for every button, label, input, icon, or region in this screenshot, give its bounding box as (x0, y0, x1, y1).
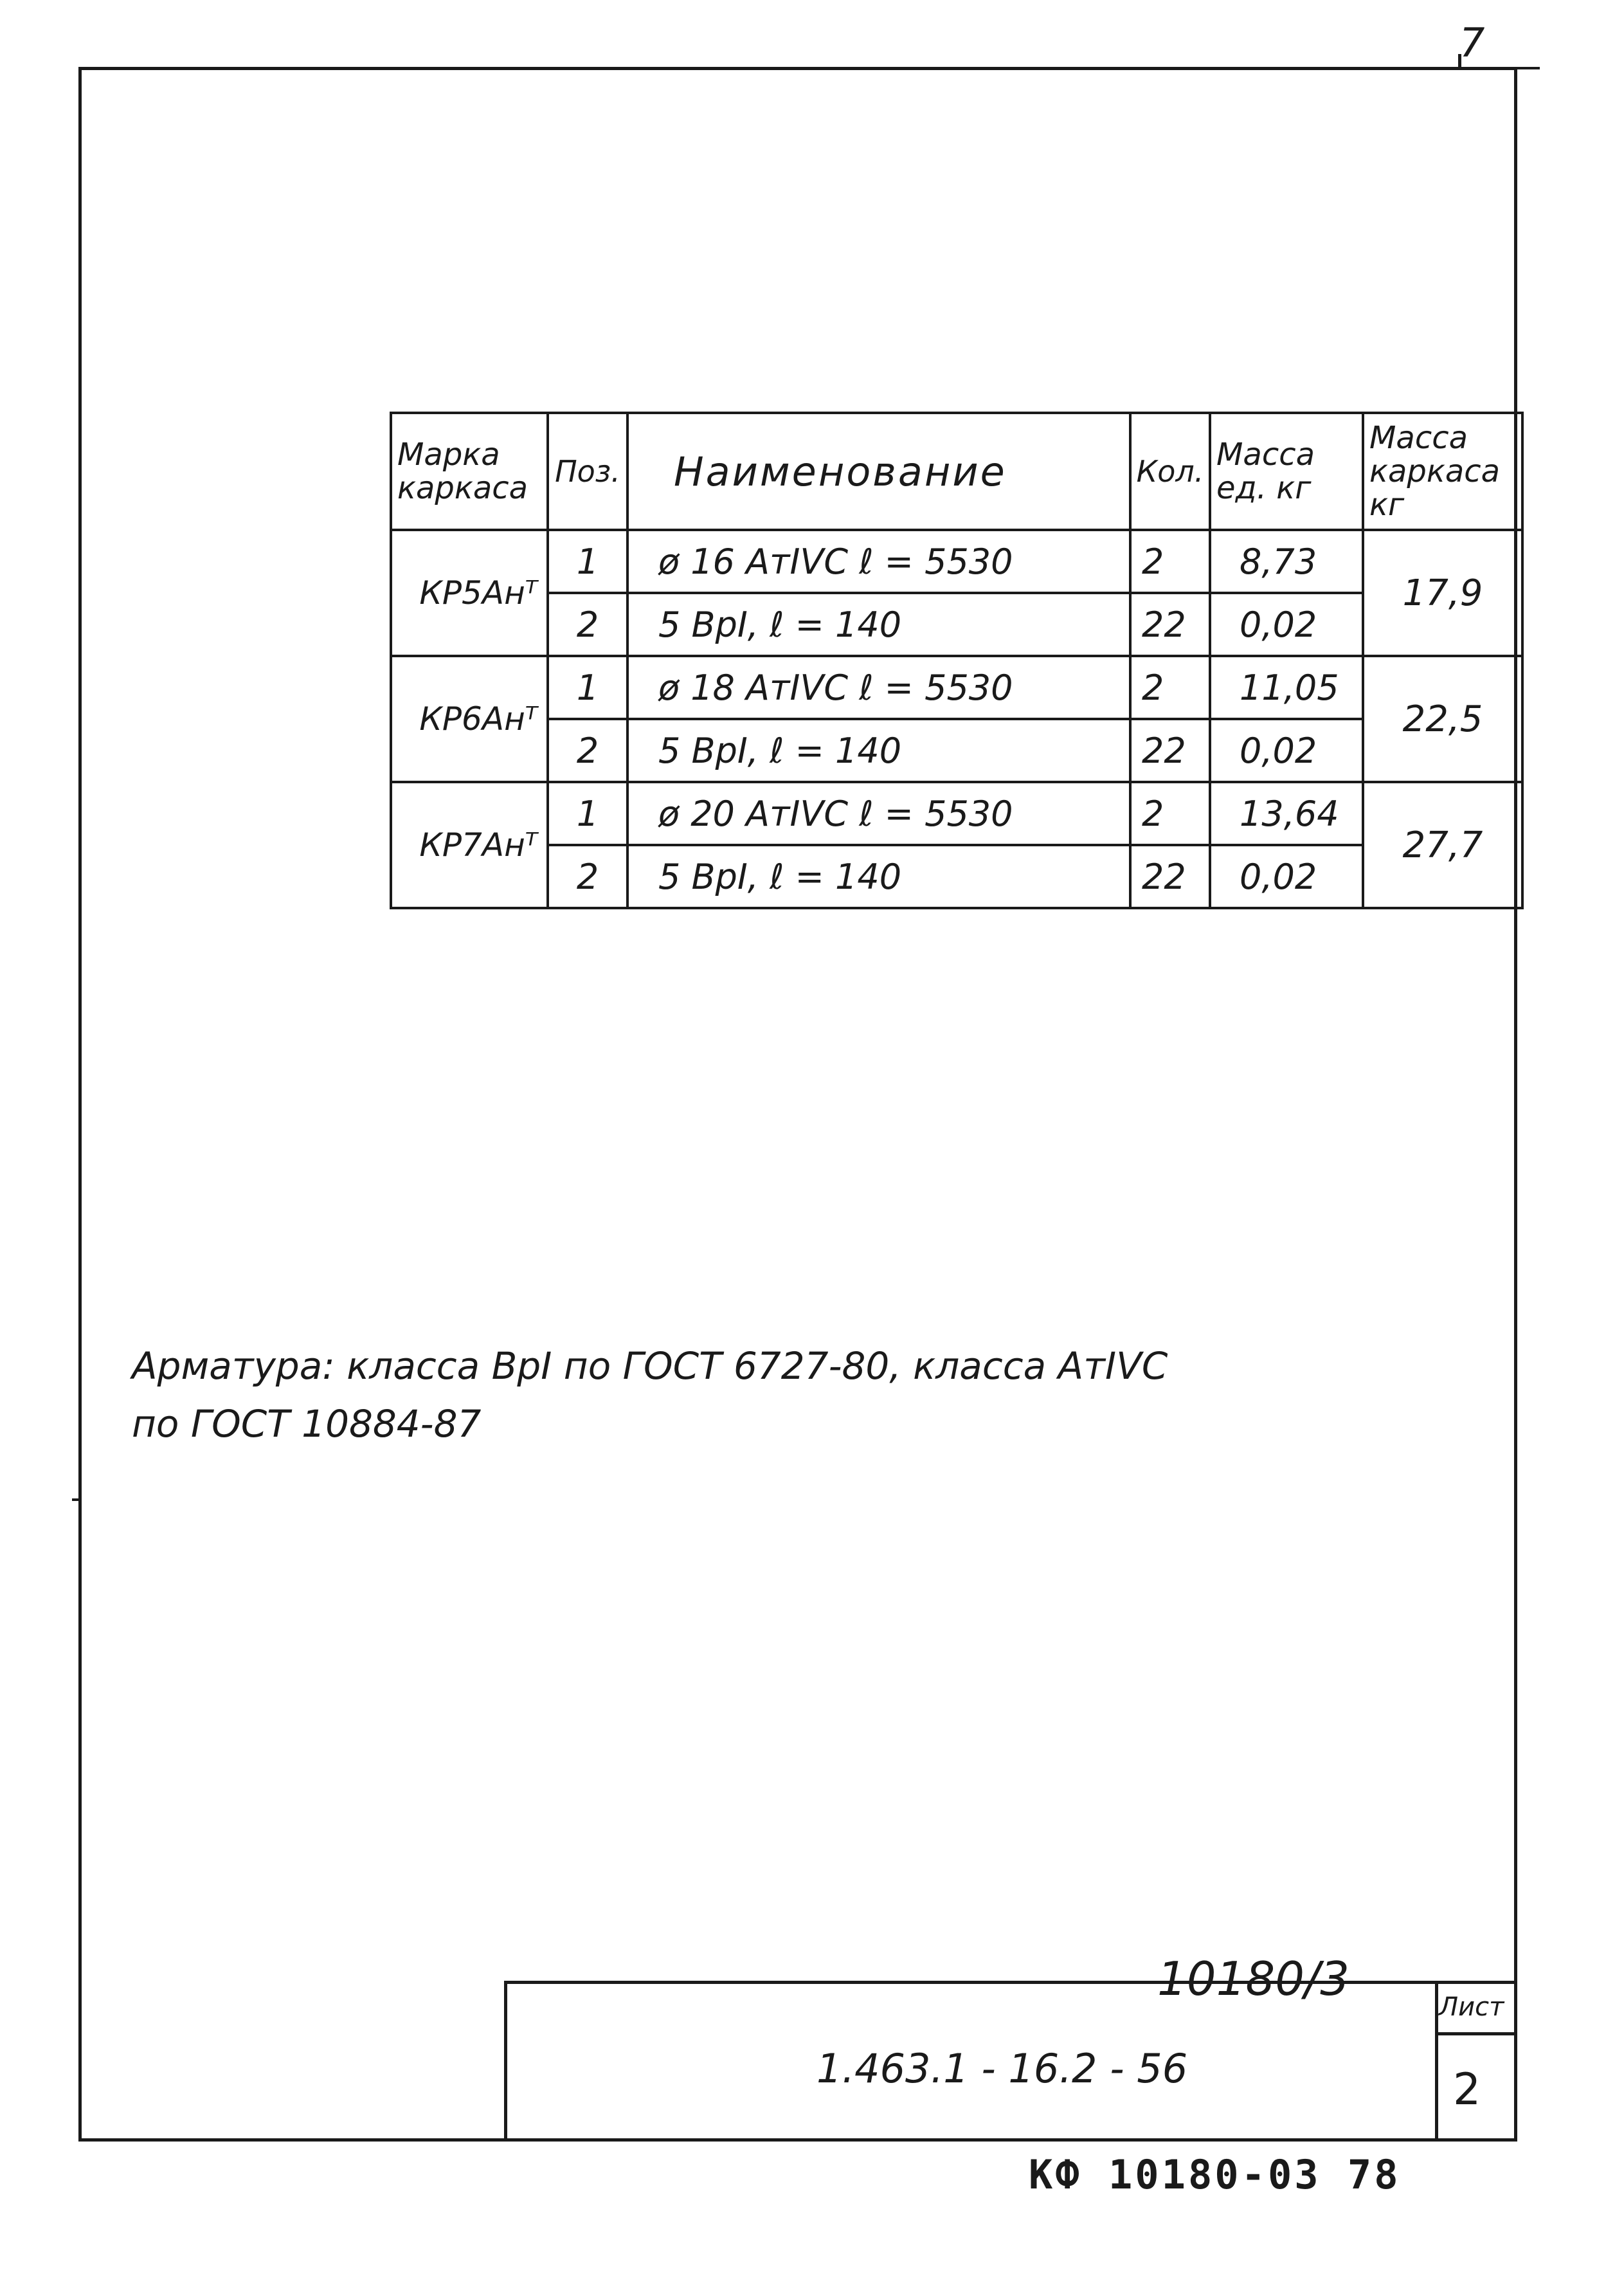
position: 2 (548, 719, 627, 782)
position: 1 (548, 530, 627, 593)
archive-stamp: КФ 10180-03 78 (1029, 2151, 1401, 2198)
position: 1 (548, 656, 627, 719)
frame-extension (1514, 67, 1540, 69)
table-row (391, 593, 1522, 656)
document-number: 10180/3 (1157, 1952, 1350, 2006)
sheet-number: 2 (1453, 2064, 1481, 2115)
item-name: 5 BpI, ℓ = 140 (627, 719, 1130, 782)
table-row (391, 719, 1522, 782)
item-name: 5 BpI, ℓ = 140 (627, 845, 1130, 908)
table-header-row (391, 413, 1522, 530)
header-unit-mass: Масса ед. кг (1210, 413, 1363, 530)
frame-mark: КР5Aнᵀ (391, 530, 548, 656)
table-row (391, 530, 1522, 593)
table-row (391, 656, 1522, 719)
table-row (391, 782, 1522, 845)
reinforcement-note-line1: Арматура: класса BpI по ГОСТ 6727-80, класса AтIVC (132, 1344, 1168, 1388)
quantity: 2 (1130, 530, 1210, 593)
specification-table (390, 412, 1524, 909)
binding-mark (72, 1498, 78, 1501)
unit-mass: 13,64 (1210, 782, 1363, 845)
unit-mass: 8,73 (1210, 530, 1363, 593)
drawing-frame (78, 67, 1517, 2142)
position: 2 (548, 593, 627, 656)
frame-mass: 17,9 (1363, 530, 1522, 656)
quantity: 2 (1130, 656, 1210, 719)
reinforcement-note-line2: по ГОСТ 10884-87 (132, 1402, 482, 1446)
position: 2 (548, 845, 627, 908)
unit-mass: 0,02 (1210, 719, 1363, 782)
frame-mass: 22,5 (1363, 656, 1522, 782)
header-mark: Марка каркаса (391, 413, 548, 530)
item-name: ø 16 AтIVC ℓ = 5530 (627, 530, 1130, 593)
unit-mass: 0,02 (1210, 593, 1363, 656)
item-name: ø 18 AтIVC ℓ = 5530 (627, 656, 1130, 719)
header-frame-mass: Масса каркаса кг (1363, 413, 1522, 530)
position: 1 (548, 782, 627, 845)
quantity: 22 (1130, 719, 1210, 782)
quantity: 22 (1130, 845, 1210, 908)
frame-mark: КР7Aнᵀ (391, 782, 548, 908)
quantity: 2 (1130, 782, 1210, 845)
item-name: 5 BpI, ℓ = 140 (627, 593, 1130, 656)
item-name: ø 20 AтIVC ℓ = 5530 (627, 782, 1130, 845)
header-pos: Поз. (548, 413, 627, 530)
sheet-label: Лист (1439, 1992, 1504, 2022)
table-row (391, 845, 1522, 908)
unit-mass: 11,05 (1210, 656, 1363, 719)
frame-mark: КР6Aнᵀ (391, 656, 548, 782)
header-name: Наименование (627, 413, 1130, 530)
quantity: 22 (1130, 593, 1210, 656)
header-qty: Кол. (1130, 413, 1210, 530)
page-corner-number: 7 (1459, 19, 1485, 66)
frame-mass: 27,7 (1363, 782, 1522, 908)
drawing-code: 1.463.1 - 16.2 - 56 (817, 2045, 1188, 2092)
sheet-cell-divider (1435, 2032, 1517, 2035)
unit-mass: 0,02 (1210, 845, 1363, 908)
